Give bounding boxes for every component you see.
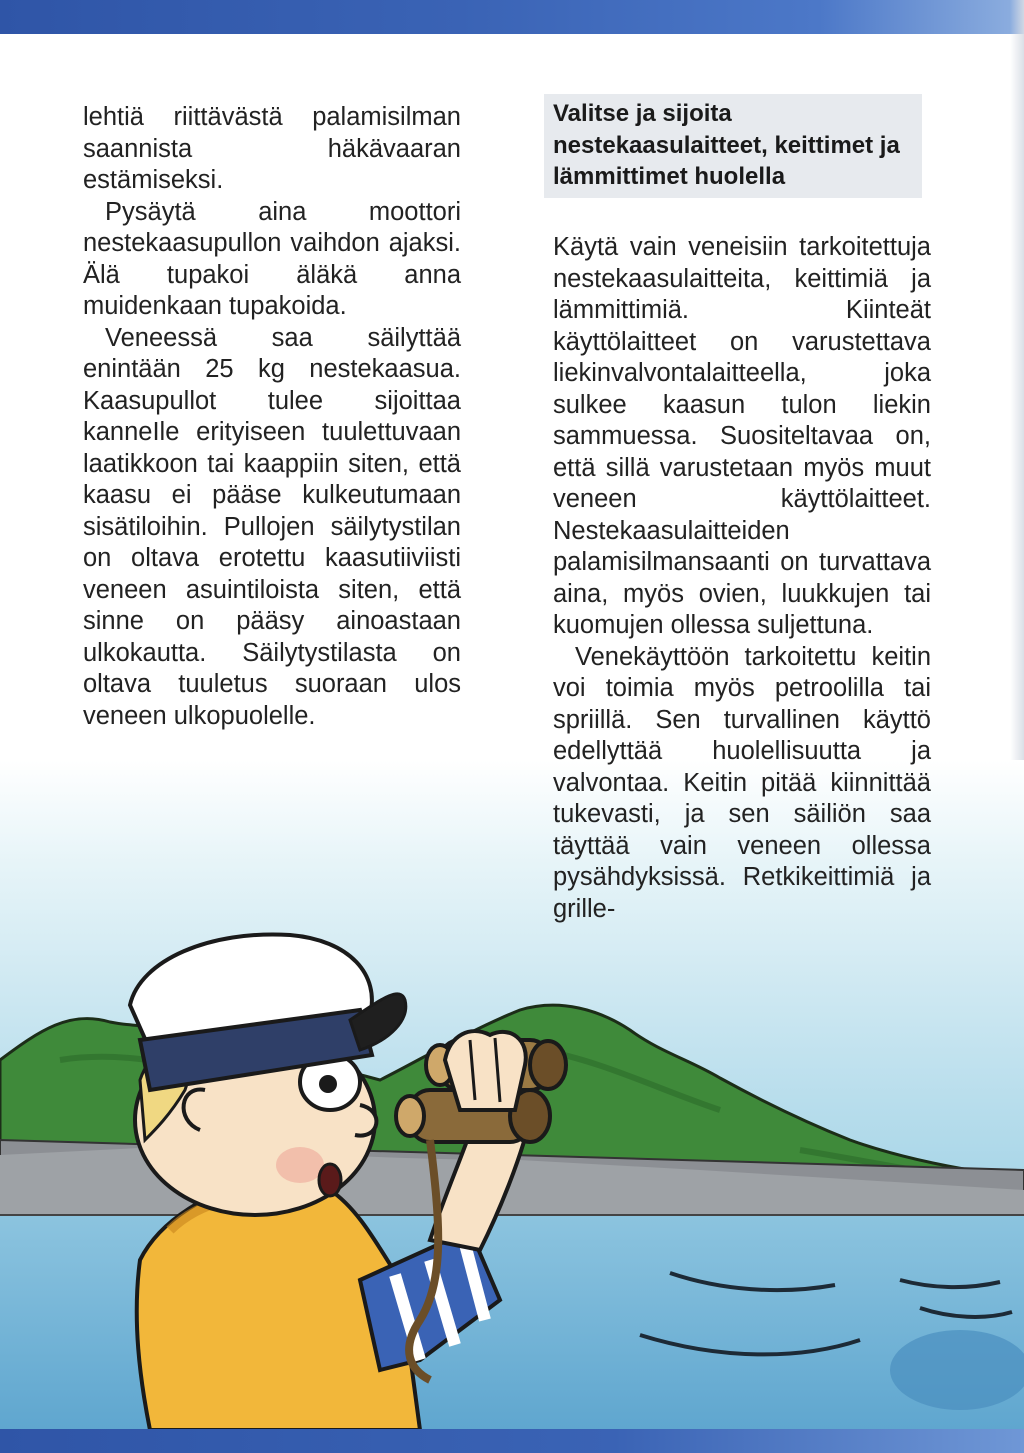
paragraph: Pysäytä aina moottori nestekaasupullon vaihdon ajaksi. Älä tupakoi äläkä anna muidenkaan tupakoida. bbox=[83, 197, 461, 320]
sailor-mouth bbox=[319, 1164, 341, 1196]
top-blue-band bbox=[0, 0, 1024, 34]
paragraph: Veneessä saa säilyttää enintään 25 kg nestekaasua. Kaasupullot tulee sijoittaa kanneIle erityiseen tuulettuvaan laatikkoon tai kaappiin siten, että kaasu ei pääse kulkeutumaan sisätiloihin. Pullojen säilytystilan on oltava erotettu kaasutiiviisti veneen asuintiloista siten, että sinne on pääsy ainoastaan ulkokautta. Säilytystilasta on oltava tuuletus suoraan ulos veneen ulkopuolelle. bbox=[83, 323, 461, 730]
paragraph: Venekäyttöön tarkoitettu keitin voi toimia myös petroolilla tai spriillä. Sen turvallinen käyttö edellyttää huolellisuutta ja valvontaa. Keitin pitää kiinnittää tukevasti, ja sen säiliön saa täyttää vain veneen ollessa pysähdyksissä. Retkikeittimiä ja grille- bbox=[553, 642, 931, 923]
section-heading-box bbox=[544, 94, 922, 198]
bottom-blue-band bbox=[0, 1429, 1024, 1453]
left-text-column bbox=[83, 102, 461, 732]
right-text-column bbox=[553, 232, 931, 925]
paragraph: lehtiä riittävästä palamisilman saannista häkävaaran estämiseksi. bbox=[83, 103, 461, 194]
section-heading: Valitse ja sijoita nestekaasulaitteet, keittimet ja lämmittimet huolella bbox=[553, 100, 900, 190]
paragraph: Käytä vain veneisiin tarkoitettuja nestekaasulaitteita, keittimiä ja lämmittimiä. Kiinteät käyttölaitteet on varustettava liekinvalvontalaitteella, joka sulkee kaasun tulon liekin sammuessa. Suositeltavaa on, että sillä varustetaan myös muut veneen käyttölaitteet. Nestekaasulaitteiden palamisilmansaanti on turvattava aina, myös ovien, luukkujen tai kuomujen ollessa suljettuna. bbox=[553, 233, 931, 639]
